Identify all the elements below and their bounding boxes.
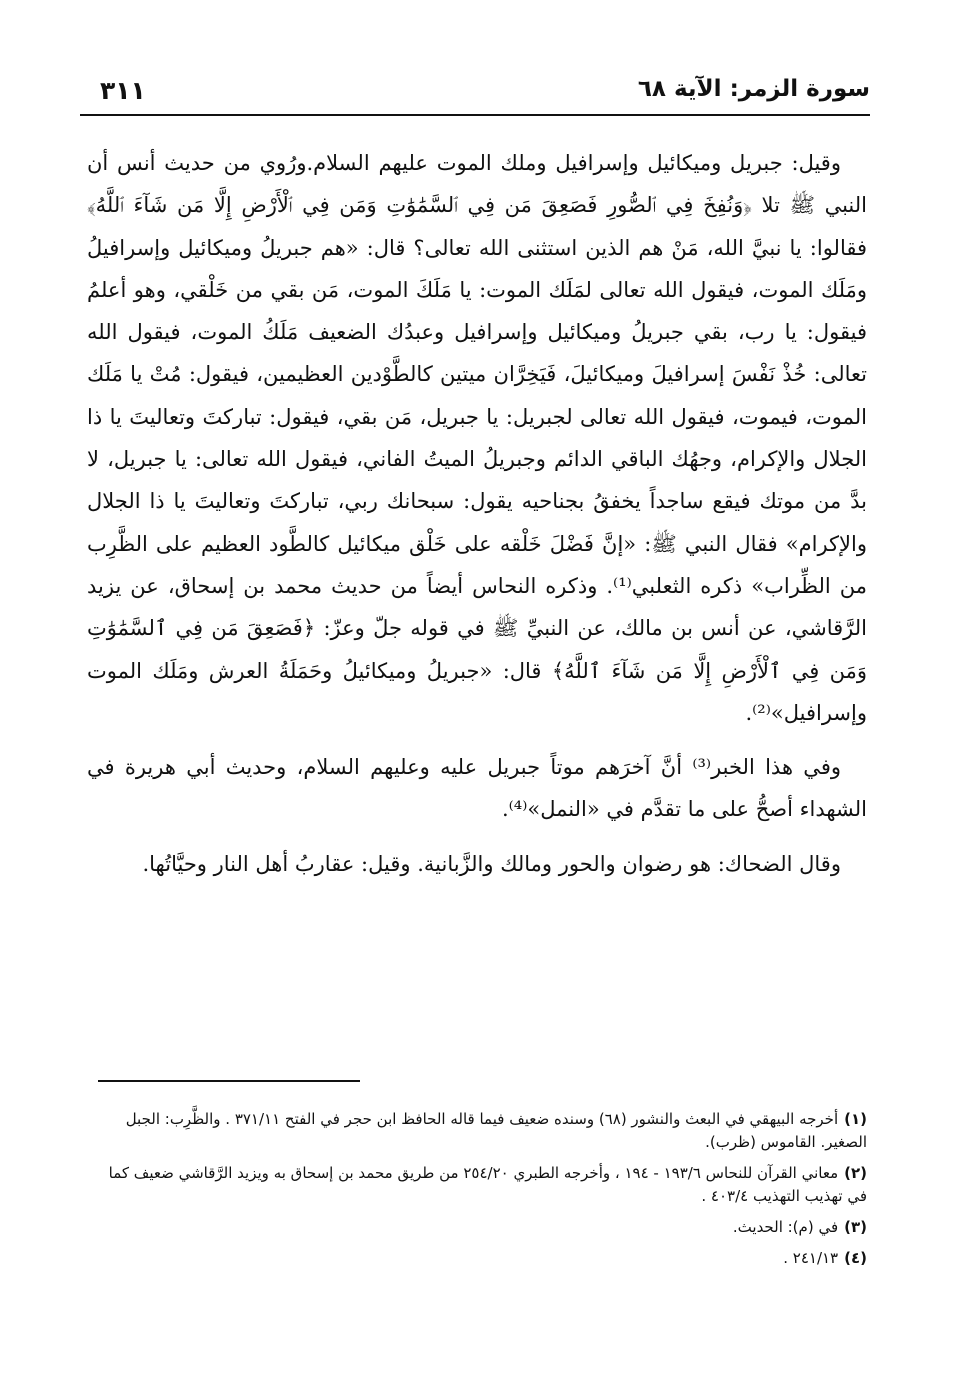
paragraph: وقيل: جبريل وميكائيل وإسرافيل وملك الموت عليهم السلام.ورُوي من حديث أنس أن النبي ﷺ تلا ﴿وَنُفِخَ فِي ٱلصُّورِ فَصَعِقَ مَن فِي ٱلسَّمَٰوَٰتِ وَمَن فِي ٱلْأَرْضِ إِلَّا مَن شَآءَ ٱللَّهُ﴾ فقالوا: يا نبيَّ الله، مَنْ هم الذين استثنى الله تعالى؟ قال: «هم جبريلُ وميكائيل وإسرافيلُ ومَلَك الموت، فيقول الله تعالى لمَلَك الموت: يا مَلَكَ الموت، مَن بقي من خَلْقي، وهو أعلمُ فيقول: يا رب، بقي جبريلُ وميكائيل وإسرافيل وعبدُك الضعيف مَلَكُ الموت، فيقول الله تعالى: خُذْ نَفْسَ إسرافيلَ وميكائيلَ، فَيَخِرَّان ميتين كالطَّوْدين العظيمين، فيقول: مُتْ يا مَلَك الموت، فيموت، فيقول الله تعالى لجبريل: يا جبريل، مَن بقي، فيقول: تباركتَ وتعاليتَ يا ذا الجلال والإكرام، وجهُك الباقي الدائم وجبريلُ الميتُ الفاني، فيقول الله تعالى: يا جبريل، لا بدَّ من موتك فيقع ساجداً يخفقُ بجناحيه يقول: سبحانك ربي، تباركتَ وتعاليتَ يا ذا الجلال والإكرام» فقال النبي ﷺ: «إنَّ فَضْلَ خَلْقه على خَلْق ميكائيل كالطَّود العظيم على الظَّرِب من الظِّراب» ذكره الثعلبي⁽¹⁾. وذكره النحاس أيضاً من حديث محمد بن إسحاق، عن يزيد الرَّقاشي، عن أنس بن مالك، عن النبيِّ ﷺ في قوله جلّ وعزّ: ﴿فَصَعِقَ مَن فِي ٱلسَّمَٰوَٰتِ وَمَن فِي ٱلْأَرْضِ إِلَّا مَن شَآءَ ٱللَّهُ﴾ قال: «جبريلُ وميكائيلُ وحَمَلَةُ العرش ومَلَك الموت وإسرافيل»⁽²⁾. <box>87 151 867 725</box>
main-text <box>87 142 867 885</box>
footnote-marker: (٢) <box>844 1164 867 1182</box>
footnote-text: ٢٤١/١٣ . <box>783 1249 839 1267</box>
footnote <box>87 1247 867 1270</box>
footnote-text: في (م): الحديث. <box>732 1218 839 1236</box>
footnote-text: معاني القرآن للنحاس ١٩٣/٦ - ١٩٤ ، وأخرجه الطبري ٢٥٤/٢٠ من طريق محمد بن إسحاق به ويزيد الرَّقاشي ضعيف كما في تهذيب التهذيب ٤٠٣/٤ . <box>108 1164 867 1205</box>
footnote-marker: (٣) <box>844 1218 867 1236</box>
footnote <box>87 1108 867 1154</box>
footnote-separator <box>98 1080 360 1082</box>
page-number: ٣١١ <box>100 76 146 105</box>
footnote <box>87 1216 867 1239</box>
footnote <box>87 1162 867 1208</box>
paragraph: وفي هذا الخبر⁽³⁾ أنَّ آخرَهم موتاً جبريل عليه وعليهم السلام، وحديث أبي هريرة في الشهداء أصحُّ على ما تقدَّم في «النمل»⁽⁴⁾. <box>87 755 867 822</box>
footnote-marker: (١) <box>844 1110 867 1128</box>
running-title: سورة الزمر: الآية ٦٨ <box>637 76 870 102</box>
paragraph: وقال الضحاك: هو رضوان والحور ومالك والزَّبانية. وقيل: عقاربُ أهل النار وحيَّاتُها. <box>142 851 841 876</box>
footnote-marker: (٤) <box>844 1249 867 1267</box>
footnote-text: أخرجه البيهقي في البعث والنشور (٦٨) وسنده ضعيف فيما قاله الحافظ ابن حجر في الفتح ٣٧١/١١ . والظَّرِب: الجبل الصغير. القاموس (ظرب). <box>125 1110 867 1151</box>
footnotes <box>87 1108 867 1278</box>
page-header <box>80 70 870 116</box>
